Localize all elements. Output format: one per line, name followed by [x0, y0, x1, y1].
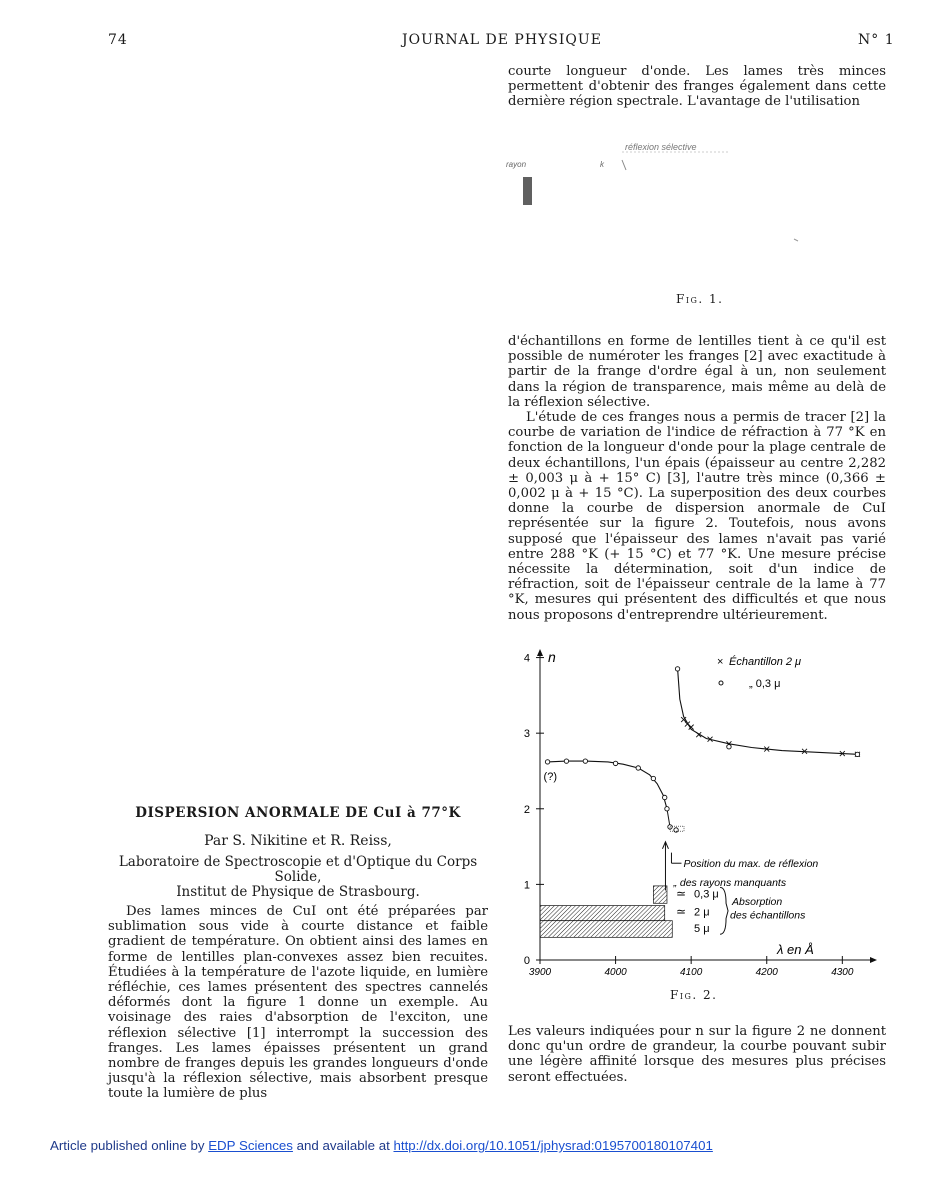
figure-1-graphic — [500, 135, 890, 295]
absorption-label-2: des échantillons — [730, 909, 806, 922]
data-point-03mu — [663, 795, 667, 799]
absorption-bar-03mu — [653, 886, 667, 903]
data-point-03mu — [636, 766, 640, 770]
publisher-link[interactable]: EDP Sciences — [208, 1138, 293, 1153]
arrow-label-2: „ des rayons manquants — [673, 877, 787, 890]
fig1-label-k: k — [600, 160, 604, 169]
absorption-label-1: Absorption — [732, 896, 783, 909]
x-tick-label: 4000 — [604, 967, 627, 978]
left-body-text — [108, 904, 488, 1102]
right-bottom-paragraph — [508, 1024, 886, 1085]
y-axis-arrow — [537, 649, 543, 656]
y-tick-label: 3 — [523, 728, 530, 741]
y-tick-label: 4 — [523, 652, 530, 665]
absorption-bar-5mu — [540, 921, 672, 938]
right-body-text — [508, 334, 886, 623]
fig1-label-reflexion: réflexion sélective — [625, 142, 697, 152]
data-point-03mu — [855, 752, 859, 756]
footer-middle: and available at — [292, 1138, 394, 1153]
approx-sign: ≃ — [676, 886, 687, 901]
data-point-03mu — [727, 745, 731, 749]
article-affiliation — [108, 855, 488, 900]
figure-2-caption: Fig. 2. — [670, 988, 718, 1002]
x-tick-label: 4100 — [680, 967, 703, 978]
affiliation-line-2: Institut de Physique de Strasbourg. — [176, 884, 420, 900]
journal-title: JOURNAL DE PHYSIQUE — [402, 32, 602, 48]
data-point-03mu — [675, 667, 679, 671]
affiliation-line-1: Laboratoire de Spectroscopie et d'Optique du Corps Solide, — [118, 854, 478, 885]
data-point-03mu — [545, 760, 549, 764]
legend-marker-x: × — [717, 656, 724, 668]
data-point-03mu — [674, 828, 678, 832]
absorption-thickness-label: 2 μ — [694, 906, 710, 919]
chart-points — [545, 667, 860, 832]
x-axis-label: λ en Å — [777, 942, 814, 957]
x-tick-label: 3900 — [528, 967, 552, 978]
x-axis-arrow — [870, 957, 877, 963]
legend-marker-o — [719, 681, 723, 685]
article-title: DISPERSION ANORMALE DE CuI à 77°K — [135, 805, 461, 821]
paragraph-3: L'étude de ces franges nous a permis de tracer [2] la courbe de variation de l'indice de réfraction à 77 °K en fonction de la longueur d'onde pour la plage centrale de deux échantillons, l'un épais (épaisseur au centre 2,282 ± 0,003 μ à + 15° C) [3], l'autre très mince (0,366 ± 0,002 μ à + 15 °C). La superposition des deux courbes donne la courbe de dispersion anormale de CuI représentée sur la figure 2. Toutefois, nous avons supposé que l'épaisseur des lames n'avait pas varié entre 288 °K (+ 15 °C) et 77 °K. Une mesure précise nécessite la détermination, soit d'un indice de réfraction, soit de l'épaisseur centrale de la lame à 77 °K, mesures qui présentent des difficultés et que nous nous proposons d'entreprendre ultérieurement. — [508, 410, 886, 623]
paragraph-text: Les valeurs indiquées pour n sur la figure 2 ne donnent donc qu'un ordre de grandeur, la courbe pouvant subir une légère affinité lorsque des mesures plus précises seront effectuées. — [508, 1024, 886, 1085]
approx-sign: ≃ — [676, 904, 687, 919]
y-tick-label: 0 — [523, 955, 530, 967]
x-tick-label: 4200 — [755, 967, 778, 978]
y-axis-label: n — [548, 649, 556, 665]
paragraph-text: courte longueur d'onde. Les lames très minces permettent d'obtenir des franges également dans cette dernière région spectrale. L'avantage de l'utilisation — [508, 64, 886, 110]
fig1-mark — [622, 160, 626, 170]
paragraph-2: d'échantillons en forme de lentilles tient à ce qu'il est possible de numéroter les franges [2] avec exactitude à partir de la frange d'ordre égal à un, non seulement dans la région de transparence, mais même au delà de la réflexion sélective. — [508, 334, 886, 410]
figure-2 — [505, 645, 890, 978]
fig1-mark-2 — [794, 239, 798, 241]
absorption-brace — [720, 887, 728, 934]
data-point-03mu — [668, 825, 672, 829]
dispersion-curve-left — [548, 761, 667, 809]
legend-label-2mu: Échantillon 2 μ — [729, 656, 802, 668]
doi-link[interactable]: http://dx.doi.org/10.1051/jphysrad:0195700180107401 — [393, 1138, 713, 1153]
footer-prefix: Article published online by — [50, 1138, 209, 1153]
absorption-bar-2mu — [540, 906, 665, 921]
dispersion-curve-drop — [667, 809, 670, 827]
figure-1-caption: Fig. 1. — [676, 292, 724, 306]
data-point-03mu — [613, 761, 617, 765]
y-tick-label: 2 — [523, 803, 530, 816]
data-point-03mu — [564, 759, 568, 763]
x-tick-label: 4300 — [831, 967, 854, 978]
chart-curves — [548, 669, 858, 827]
data-point-03mu — [665, 807, 669, 811]
question-annotation: (?) — [543, 770, 558, 783]
figure-2-chart — [505, 645, 890, 985]
issue-number: N° 1 — [858, 32, 895, 48]
arrow-label-1: Position du max. de réflexion — [683, 858, 819, 871]
data-point-03mu — [651, 776, 655, 780]
absorption-thickness-label: 5 μ — [694, 923, 710, 936]
y-tick-label: 1 — [523, 879, 530, 892]
article-authors: Par S. Nikitine et R. Reiss, — [204, 833, 392, 849]
fig1-spectrum-band — [523, 177, 532, 205]
page-number: 74 — [108, 32, 128, 48]
data-point-03mu — [583, 759, 587, 763]
absorption-thickness-label: 0,3 μ — [694, 888, 719, 901]
intro-paragraph: Des lames minces de CuI ont été préparées par sublimation sous vide à courte distance et faible gradient de température. On obtient ainsi des lames en forme de lentilles plan-convexes assez bien recuites. Étudiées à la température de l'azote liquide, en lumière réfléchie, ces lames présentent des spectres cannelés déformés dont la figure 1 donne un exemple. Au voisinage des raies d'absorption de l'exciton, une réflexion sélective [1] interrompt la succession des franges. Les lames épaisses présentent un grand nombre de franges depuis les grandes longueurs d'onde jusqu'à la réflexion sélective, mais absorbent presque toute la lumière de plus — [108, 904, 488, 1102]
fig1-label-rayon: rayon — [506, 160, 527, 169]
legend-label-03mu: „ 0,3 μ — [749, 678, 781, 690]
footer-notice — [50, 1138, 713, 1153]
right-top-paragraph — [508, 64, 886, 110]
page-header — [0, 32, 930, 52]
figure-1 — [500, 135, 890, 295]
